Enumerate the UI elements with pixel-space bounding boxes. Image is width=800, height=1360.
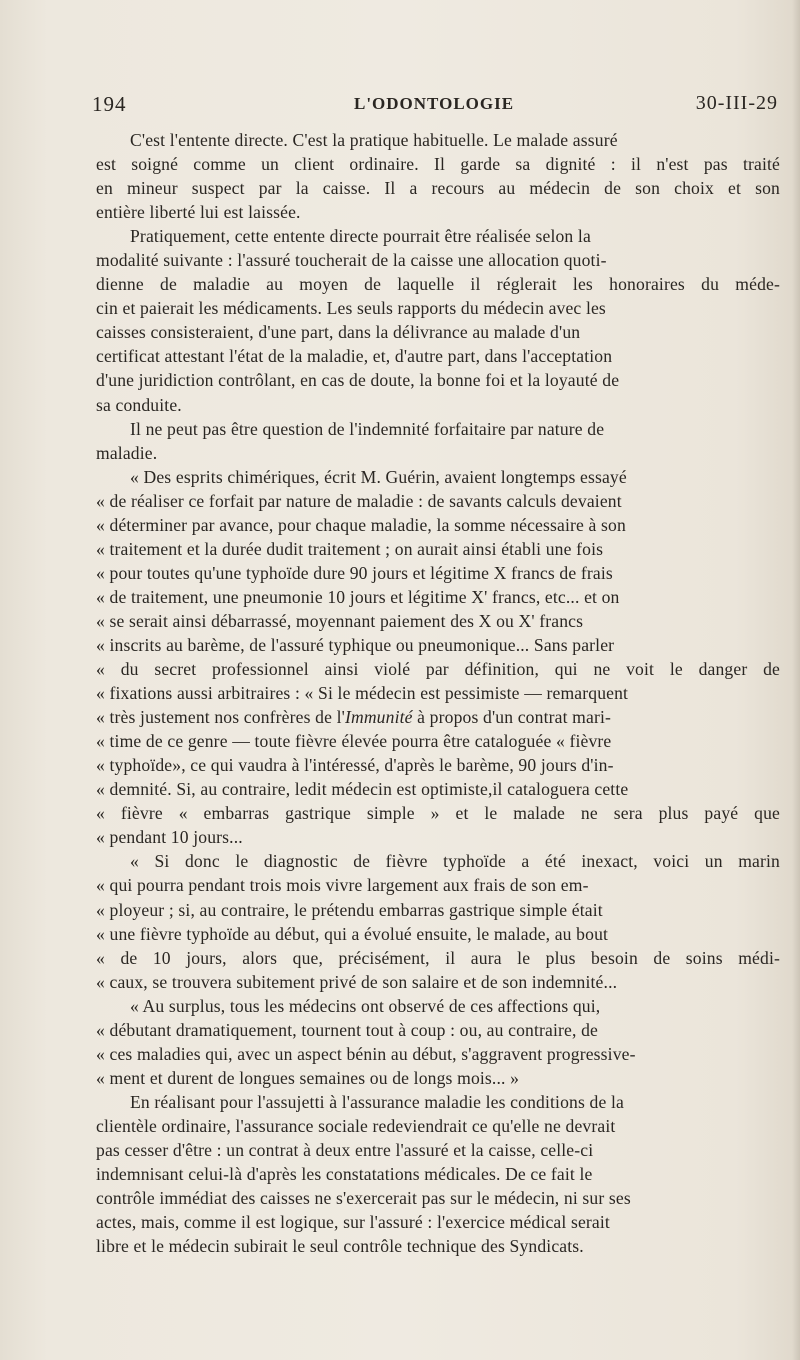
text-line: maladie. bbox=[96, 442, 158, 463]
journal-title-italic: Immunité bbox=[344, 707, 413, 728]
text-line: actes, mais, comme il est logique, sur l'assuré : l'exercice médical serait bbox=[96, 1212, 610, 1233]
text-line: « une fièvre typhoïde au début, qui a évolué ensuite, le malade, au bout bbox=[96, 923, 609, 944]
text-line: certificat attestant l'état de la maladie, et, d'autre part, dans l'acceptation bbox=[96, 346, 613, 367]
text-line: « traitement et la durée dudit traitement ; on aurait ainsi établi une fois bbox=[96, 538, 604, 559]
text-line: « qui pourra pendant trois mois vivre largement aux frais de son em- bbox=[96, 875, 589, 896]
text-line: « Au surplus, tous les médecins ont observé de ces affections qui, bbox=[130, 995, 601, 1016]
text-line: « pendant 10 jours... bbox=[96, 827, 243, 848]
text-line: est soigné comme un client ordinaire. Il garde sa dignité : il n'est pas traité bbox=[96, 154, 780, 175]
body-text bbox=[96, 128, 780, 1258]
text-line: « caux, se trouvera subitement privé de son salaire et de son indemnité... bbox=[96, 971, 618, 992]
text-line: d'une juridiction contrôlant, en cas de doute, la bonne foi et la loyauté de bbox=[96, 370, 620, 391]
text-line: « ployeur ; si, au contraire, le prétendu embarras gastrique simple était bbox=[96, 899, 603, 920]
text-line: En réalisant pour l'assujetti à l'assurance maladie les conditions de la bbox=[130, 1091, 624, 1112]
text-line: « demnité. Si, au contraire, ledit médecin est optimiste,il cataloguera cette bbox=[96, 779, 629, 800]
text-line: « se serait ainsi débarrassé, moyennant paiement des X ou X' francs bbox=[96, 610, 584, 631]
text-line: libre et le médecin subirait le seul contrôle technique des Syndicats. bbox=[96, 1236, 584, 1257]
text-line: « de réaliser ce forfait par nature de maladie : de savants calculs devaient bbox=[96, 490, 622, 511]
text-line: « Des esprits chimériques, écrit M. Guérin, avaient longtemps essayé bbox=[130, 466, 627, 487]
text-line: « ment et durent de longues semaines ou de longs mois... » bbox=[96, 1067, 520, 1088]
text-line: « de traitement, une pneumonie 10 jours et légitime X' francs, etc... et on bbox=[96, 586, 620, 607]
text-line: pas cesser d'être : un contrat à deux entre l'assuré et la caisse, celle-ci bbox=[96, 1139, 594, 1160]
text-line: entière liberté lui est laissée. bbox=[96, 202, 301, 223]
issue-date: 30-III-29 bbox=[695, 92, 778, 114]
page-edge-shadow bbox=[792, 0, 800, 1360]
text-line: Il ne peut pas être question de l'indemnité forfaitaire par nature de bbox=[130, 418, 605, 439]
text-line: « pour toutes qu'une typhoïde dure 90 jours et légitime X francs de frais bbox=[96, 562, 613, 583]
running-header bbox=[92, 92, 778, 122]
text-line: « ces maladies qui, avec un aspect bénin au début, s'aggravent progressive- bbox=[96, 1043, 636, 1064]
text-line: clientèle ordinaire, l'assurance sociale redeviendrait ce qu'elle ne devrait bbox=[96, 1115, 616, 1136]
text-line: « Si donc le diagnostic de fièvre typhoïde a été inexact, voici un marin bbox=[130, 851, 780, 872]
text-line: cin et paierait les médicaments. Les seuls rapports du médecin avec les bbox=[96, 298, 606, 319]
text-line: indemnisant celui-là d'après les constatations médicales. De ce fait le bbox=[96, 1164, 593, 1185]
text-line: « time de ce genre — toute fièvre élevée pourra être cataloguée « fièvre bbox=[96, 731, 612, 752]
text-line: « très justement nos confrères de l'Immunité à propos d'un contrat mari- bbox=[96, 707, 612, 728]
text-line: « débutant dramatiquement, tournent tout à coup : ou, au contraire, de bbox=[96, 1019, 598, 1040]
text-line: caisses consisteraient, d'une part, dans la délivrance au malade d'un bbox=[96, 322, 581, 343]
text-line: « déterminer par avance, pour chaque maladie, la somme nécessaire à son bbox=[96, 514, 626, 535]
text-line: « typhoïde», ce qui vaudra à l'intéressé, d'après le barème, 90 jours d'in- bbox=[96, 755, 614, 776]
text-line: « de 10 jours, alors que, précisément, il aura le plus besoin de soins médi- bbox=[96, 947, 780, 968]
text-line: « fièvre « embarras gastrique simple » et le malade ne sera plus payé que bbox=[96, 803, 780, 824]
text-line: en mineur suspect par la caisse. Il a recours au médecin de son choix et son bbox=[96, 178, 780, 199]
text-line: sa conduite. bbox=[96, 394, 182, 415]
text-line: modalité suivante : l'assuré toucherait de la caisse une allocation quoti- bbox=[96, 250, 607, 271]
running-title: L'ODONTOLOGIE bbox=[354, 94, 515, 113]
page-number: 194 bbox=[92, 92, 127, 116]
text-line: Pratiquement, cette entente directe pourrait être réalisée selon la bbox=[130, 226, 591, 247]
text-line: « inscrits au barème, de l'assuré typhique ou pneumonique... Sans parler bbox=[96, 634, 615, 655]
text-line: contrôle immédiat des caisses ne s'exercerait pas sur le médecin, ni sur ses bbox=[96, 1188, 631, 1209]
text-line: C'est l'entente directe. C'est la pratique habituelle. Le malade assuré bbox=[130, 130, 618, 150]
text-line: dienne de maladie au moyen de laquelle il réglerait les honoraires du méde- bbox=[96, 274, 780, 295]
text-line: « fixations aussi arbitraires : « Si le médecin est pessimiste — remarquent bbox=[96, 683, 629, 704]
text-line: « du secret professionnel ainsi violé par définition, qui ne voit le danger de bbox=[96, 659, 780, 680]
